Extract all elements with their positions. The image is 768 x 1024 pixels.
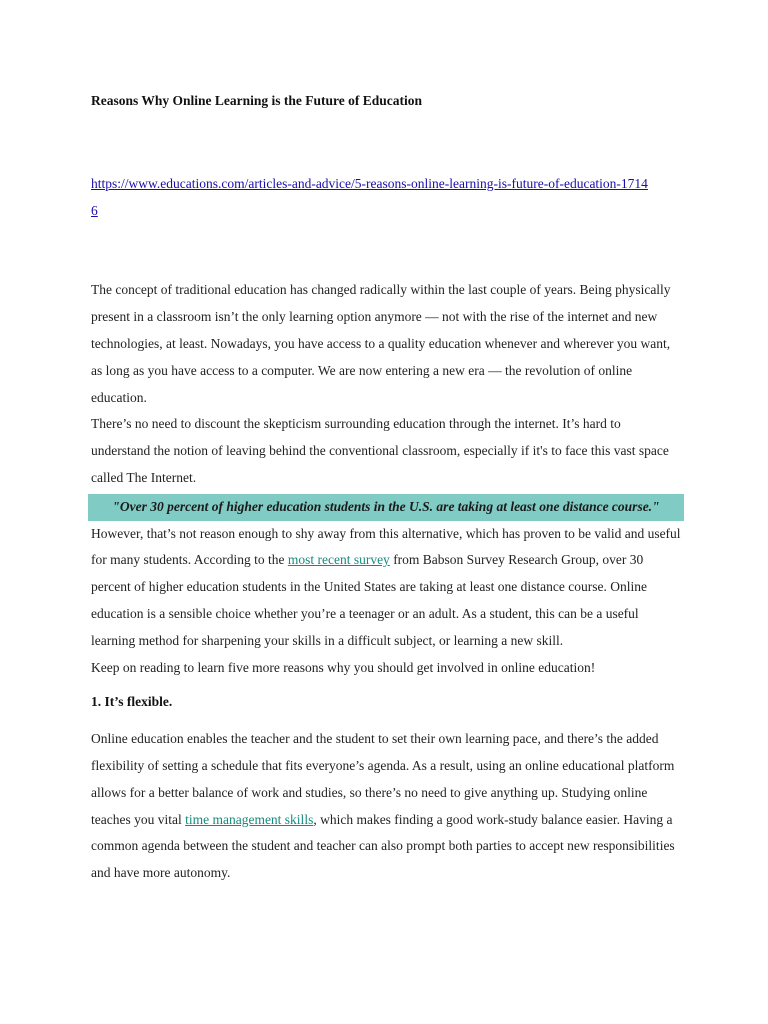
- source-url-link[interactable]: https://www.educations.com/articles-and-advice/5-reasons-online-learning-is-future-of-education-17146: [91, 175, 648, 218]
- intro-paragraph: The concept of traditional education has changed radically within the last couple of years. Being physically present in a classroom isn’t the only learning option anymore — not with the rise of the internet and new technologies, at least. Nowadays, you have access to a quality education whenever and wherever you want, as long as you have access to a computer. We are now entering a new era — the revolution of online education.: [91, 282, 671, 405]
- flexible-paragraph: [91, 726, 681, 887]
- pull-quote-text: "Over 30 percent of higher education students in the U.S. are taking at least one distance course.": [112, 498, 660, 514]
- survey-paragraph-text-before: However, that’s not reason enough to shy away from this alternative, which has proven to be valid and useful for many students. According to the: [91, 525, 681, 568]
- survey-paragraph-text-after: from Babson Survey Research Group, over 30 percent of higher education students in the United States are taking at least one distance course. Online education is a sensible choice whether you’re a teenager or an adult. As a student, this can be a useful learning method for sharpening your skills in a difficult subject, or learning a new skill.: [91, 552, 647, 648]
- flexible-paragraph-text-after: , which makes finding a good work-study balance easier. Having a common agenda between the student and teacher can also prompt both parties to accept new responsibilities and have more autonomy.: [91, 811, 675, 881]
- section-heading-flexible: 1. It’s flexible.: [91, 694, 173, 710]
- skepticism-paragraph: There’s no need to discount the skepticism surrounding education through the internet. It’s hard to understand the notion of leaving behind the conventional classroom, especially if it's to face this vast space called The Internet.: [91, 416, 669, 485]
- time-management-skills-link[interactable]: time management skills: [185, 811, 314, 827]
- keep-reading-paragraph: Keep on reading to learn five more reasons why you should get involved in online education!: [91, 659, 596, 675]
- document-content: [91, 88, 681, 887]
- pull-quote: [88, 494, 684, 521]
- article-title: Reasons Why Online Learning is the Future of Education: [91, 93, 423, 108]
- most-recent-survey-link[interactable]: most recent survey: [287, 552, 390, 568]
- flexible-paragraph-text-before: Online education enables the teacher and the student to set their own learning pace, and there’s the added flexibility of setting a schedule that fits everyone’s agenda. As a result, using an online educational platform allows for a better balance of work and studies, so there’s no need to give anything up. Studying online teaches you vital: [91, 731, 675, 827]
- survey-paragraph: [91, 521, 681, 655]
